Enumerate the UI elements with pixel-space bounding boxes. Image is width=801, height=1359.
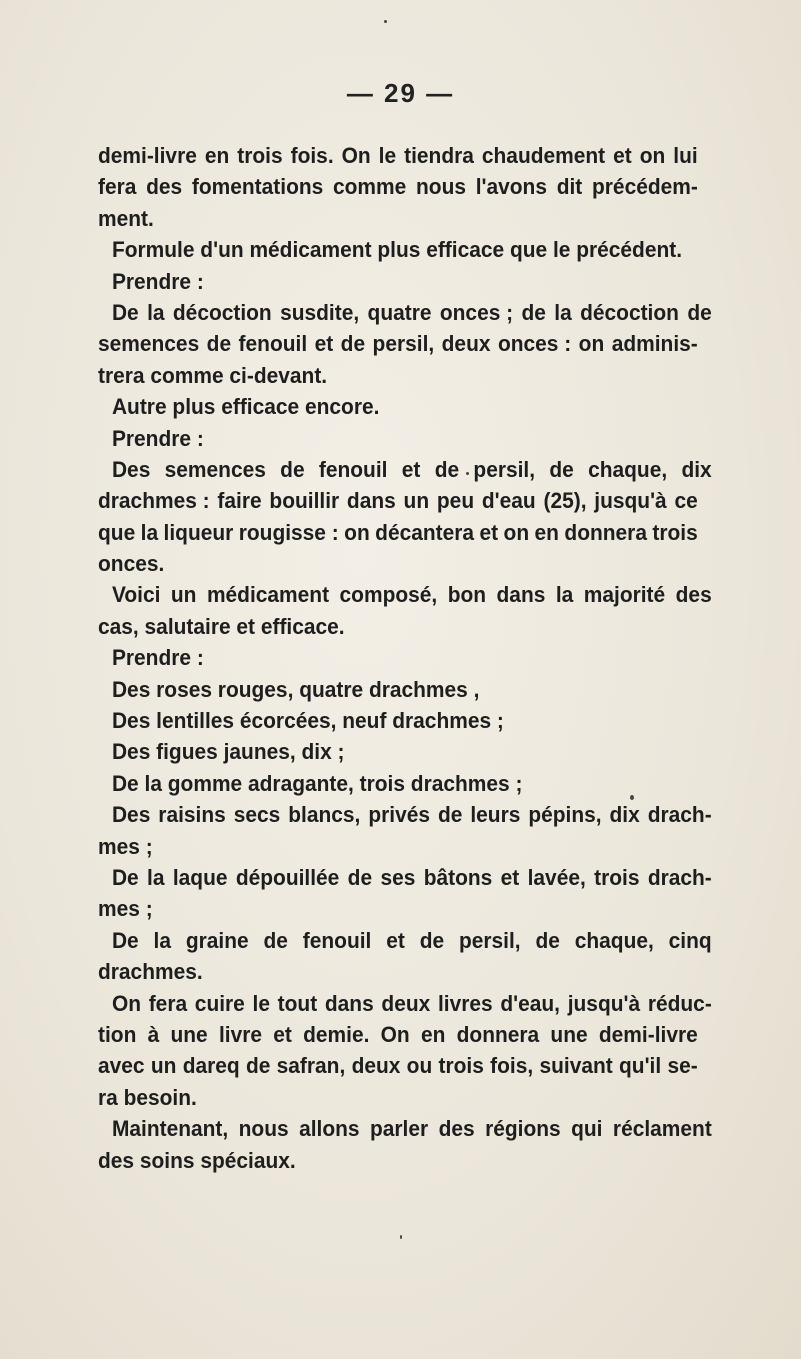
word: onces ; — [439, 299, 514, 325]
word: dareq — [182, 1053, 240, 1079]
text-line — [98, 391, 656, 422]
text-line — [98, 988, 712, 1019]
word: bon — [447, 582, 487, 608]
line-text: mes ; — [98, 896, 153, 922]
body-text — [98, 140, 712, 1176]
text-line — [98, 1082, 656, 1113]
word: donnera — [456, 1021, 540, 1047]
line-text: Prendre : — [111, 425, 204, 451]
word: des — [675, 582, 712, 608]
word: jusqu'à — [567, 990, 641, 1016]
word: de — [245, 1053, 271, 1079]
word: trois — [594, 864, 640, 890]
word: raisins — [158, 802, 226, 828]
word: liqueur — [163, 519, 234, 545]
text-line — [98, 956, 656, 987]
word: réclament — [612, 1116, 712, 1142]
word: de — [419, 927, 445, 953]
word: qu'il — [619, 1053, 662, 1079]
line-text: Autre plus efficace encore. — [111, 394, 380, 420]
text-line — [98, 454, 712, 485]
line-text: ra besoin. — [98, 1084, 197, 1110]
line-text: Formule d'un médicament plus efficace que le précédent. — [111, 237, 683, 263]
word: on — [578, 331, 605, 357]
text-line — [98, 485, 698, 516]
word: de — [437, 802, 463, 828]
word: ce — [674, 488, 698, 514]
word: le — [252, 990, 270, 1016]
word: dans — [324, 990, 374, 1016]
word: des — [146, 174, 183, 200]
word: de — [206, 331, 232, 357]
word: on — [503, 519, 530, 545]
word: de — [535, 927, 560, 953]
word: de — [340, 331, 366, 357]
word: on — [639, 143, 666, 168]
text-line — [98, 705, 656, 736]
word: persil, — [458, 927, 521, 953]
word: et — [273, 1021, 292, 1047]
paper-speck — [466, 472, 469, 475]
line-text: des soins spéciaux. — [98, 1147, 296, 1173]
line-text: Des roses rouges, quatre drachmes , — [111, 676, 480, 702]
line-text: Prendre : — [111, 645, 204, 671]
text-line — [98, 423, 656, 454]
word: quatre — [367, 299, 432, 325]
text-line — [98, 831, 656, 862]
word: la — [147, 864, 165, 890]
line-text: trera comme ci-devant. — [98, 362, 328, 388]
text-line — [98, 171, 698, 202]
line-text: ment. — [98, 205, 154, 231]
word: drach- — [647, 802, 712, 828]
word: décoction — [172, 299, 272, 325]
word: de — [521, 299, 546, 325]
word: d'eau — [481, 488, 536, 514]
word: peu — [436, 488, 475, 514]
word: livres — [437, 990, 493, 1016]
text-line — [98, 799, 712, 830]
word: fois. — [290, 143, 334, 168]
word: de — [549, 456, 574, 482]
word: persil, — [473, 456, 536, 482]
word: ou — [406, 1053, 433, 1079]
word: suivant — [539, 1053, 613, 1079]
text-line — [98, 548, 656, 579]
word: chaque, — [574, 927, 654, 953]
word: chaudement — [481, 143, 606, 168]
word: la — [147, 299, 165, 325]
text-line — [98, 234, 683, 265]
text-line — [98, 642, 656, 673]
word: demi-livre — [98, 143, 197, 168]
page-number: — 29 — — [346, 78, 455, 108]
word: lavée, — [527, 864, 586, 890]
text-line — [98, 1145, 656, 1176]
word: le — [378, 143, 397, 168]
word: De — [111, 299, 139, 325]
word: un — [403, 488, 430, 514]
word: qui — [571, 1116, 603, 1142]
word: bâtons — [423, 864, 493, 890]
text-line — [98, 1019, 698, 1050]
word: semences — [98, 331, 200, 357]
word: De — [111, 864, 139, 890]
text-line — [98, 203, 656, 234]
word: on — [344, 519, 370, 545]
word: une — [550, 1021, 588, 1047]
word: fera — [148, 990, 188, 1016]
word: cinq — [668, 927, 712, 953]
word: réduc- — [647, 990, 712, 1016]
word: parler — [369, 1116, 429, 1142]
word: fomentations — [191, 174, 324, 200]
word: graine — [185, 927, 249, 953]
word: dans — [496, 582, 546, 608]
word: de — [687, 299, 712, 325]
word: laque — [172, 864, 228, 890]
word: On — [341, 143, 371, 168]
word: adminis- — [611, 331, 698, 357]
word: (25), — [543, 488, 587, 514]
word: drach- — [647, 864, 712, 890]
word: donnera — [564, 519, 647, 545]
text-line — [98, 297, 712, 328]
line-text: onces. — [98, 551, 165, 577]
word: trois — [438, 1053, 484, 1079]
word: blancs, — [288, 802, 361, 828]
word: Des — [111, 802, 151, 828]
word: fenouil — [238, 331, 308, 357]
word: secs — [233, 802, 281, 828]
word: à — [147, 1021, 160, 1047]
word: fenouil — [318, 456, 388, 482]
word: deux — [441, 331, 491, 357]
word: rougisse : — [238, 519, 339, 545]
word: cuire — [194, 990, 245, 1016]
word: fera — [98, 174, 137, 200]
paper-speck — [400, 1235, 402, 1239]
word: des — [438, 1116, 475, 1142]
word: trois — [237, 143, 283, 168]
word: privés — [368, 802, 430, 828]
word: en — [204, 143, 230, 168]
text-line — [98, 1113, 712, 1144]
word: trois — [652, 519, 698, 545]
word: en — [534, 519, 559, 545]
line-text: Des figues jaunes, dix ; — [111, 739, 345, 765]
text-line — [98, 925, 712, 956]
word: tout — [277, 990, 318, 1016]
word: demi-livre — [598, 1021, 698, 1047]
line-text: Des lentilles écorcées, neuf drachmes ; — [111, 708, 504, 734]
line-text: De la gomme adragante, trois drachmes ; — [111, 770, 523, 796]
word: faire — [217, 488, 262, 514]
text-line — [98, 674, 656, 705]
word: Voici — [111, 582, 161, 608]
word: l'avons — [475, 174, 547, 200]
word: majorité — [583, 582, 666, 608]
word: lui — [673, 143, 698, 168]
word: se- — [667, 1053, 698, 1079]
text-line — [98, 360, 656, 391]
word: semences — [164, 456, 266, 482]
text-line — [98, 862, 712, 893]
word: de — [263, 927, 288, 953]
word: régions — [485, 1116, 561, 1142]
word: susdite, — [280, 299, 360, 325]
word: et — [613, 143, 632, 168]
word: De — [111, 927, 139, 953]
word: demie. — [303, 1021, 370, 1047]
word: nous — [416, 174, 466, 200]
word: safran, — [276, 1053, 346, 1079]
word: la — [554, 299, 572, 325]
word: bouillir — [269, 488, 340, 514]
word: que — [98, 519, 136, 545]
word: Des — [111, 456, 151, 482]
word: décantera — [375, 519, 475, 545]
text-line — [98, 140, 698, 171]
word: d'eau, — [500, 990, 561, 1016]
text-line — [98, 266, 656, 297]
word: tiendra — [404, 143, 474, 168]
word: livre — [218, 1021, 262, 1047]
word: et — [314, 331, 334, 357]
word: composé, — [339, 582, 438, 608]
paper-speck — [630, 795, 634, 800]
word: nous — [238, 1116, 289, 1142]
text-line — [98, 328, 698, 359]
text-line — [98, 517, 698, 548]
word: et — [500, 864, 520, 890]
word: et — [386, 927, 405, 953]
word: persil, — [372, 331, 435, 357]
word: et — [479, 519, 499, 545]
word: de — [347, 864, 373, 890]
word: On — [380, 1021, 410, 1047]
text-line — [98, 1050, 698, 1081]
word: comme — [332, 174, 407, 200]
word: avec — [98, 1053, 145, 1079]
word: dix — [609, 802, 640, 828]
word: médicament — [206, 582, 330, 608]
word: la — [153, 927, 172, 953]
word: de — [280, 456, 305, 482]
word: dépouillée — [235, 864, 340, 890]
line-text: mes ; — [98, 833, 153, 859]
paper-speck — [384, 20, 387, 23]
word: deux — [351, 1053, 401, 1079]
word: allons — [299, 1116, 360, 1142]
text-line — [98, 611, 656, 642]
word: la — [140, 519, 159, 545]
line-text: cas, salutaire et efficace. — [98, 613, 345, 639]
word: pépins, — [528, 802, 602, 828]
text-line — [98, 579, 712, 610]
word: en — [420, 1021, 446, 1047]
word: un — [150, 1053, 177, 1079]
word: un — [170, 582, 197, 608]
word: jusqu'à — [594, 488, 667, 514]
word: de — [434, 456, 460, 482]
word: On — [111, 990, 142, 1016]
word: deux — [381, 990, 431, 1016]
line-text: drachmes. — [98, 959, 203, 985]
word: ses — [380, 864, 416, 890]
word: leurs — [470, 802, 521, 828]
word: une — [170, 1021, 208, 1047]
line-text: Prendre : — [111, 268, 204, 294]
word: précédem- — [592, 174, 698, 200]
text-line — [98, 768, 656, 799]
word: décoction — [580, 299, 679, 325]
word: dix — [681, 456, 712, 482]
word: chaque, — [588, 456, 668, 482]
word: dit — [556, 174, 583, 200]
word: la — [555, 582, 574, 608]
word: fois, — [490, 1053, 534, 1079]
text-line — [98, 736, 656, 767]
word: fenouil — [302, 927, 372, 953]
word: drachmes : — [98, 488, 210, 514]
word: onces : — [497, 331, 572, 357]
text-line — [98, 893, 656, 924]
word: Maintenant, — [111, 1116, 229, 1142]
word: dans — [346, 488, 396, 514]
word: et — [401, 456, 421, 482]
word: tion — [98, 1021, 137, 1047]
